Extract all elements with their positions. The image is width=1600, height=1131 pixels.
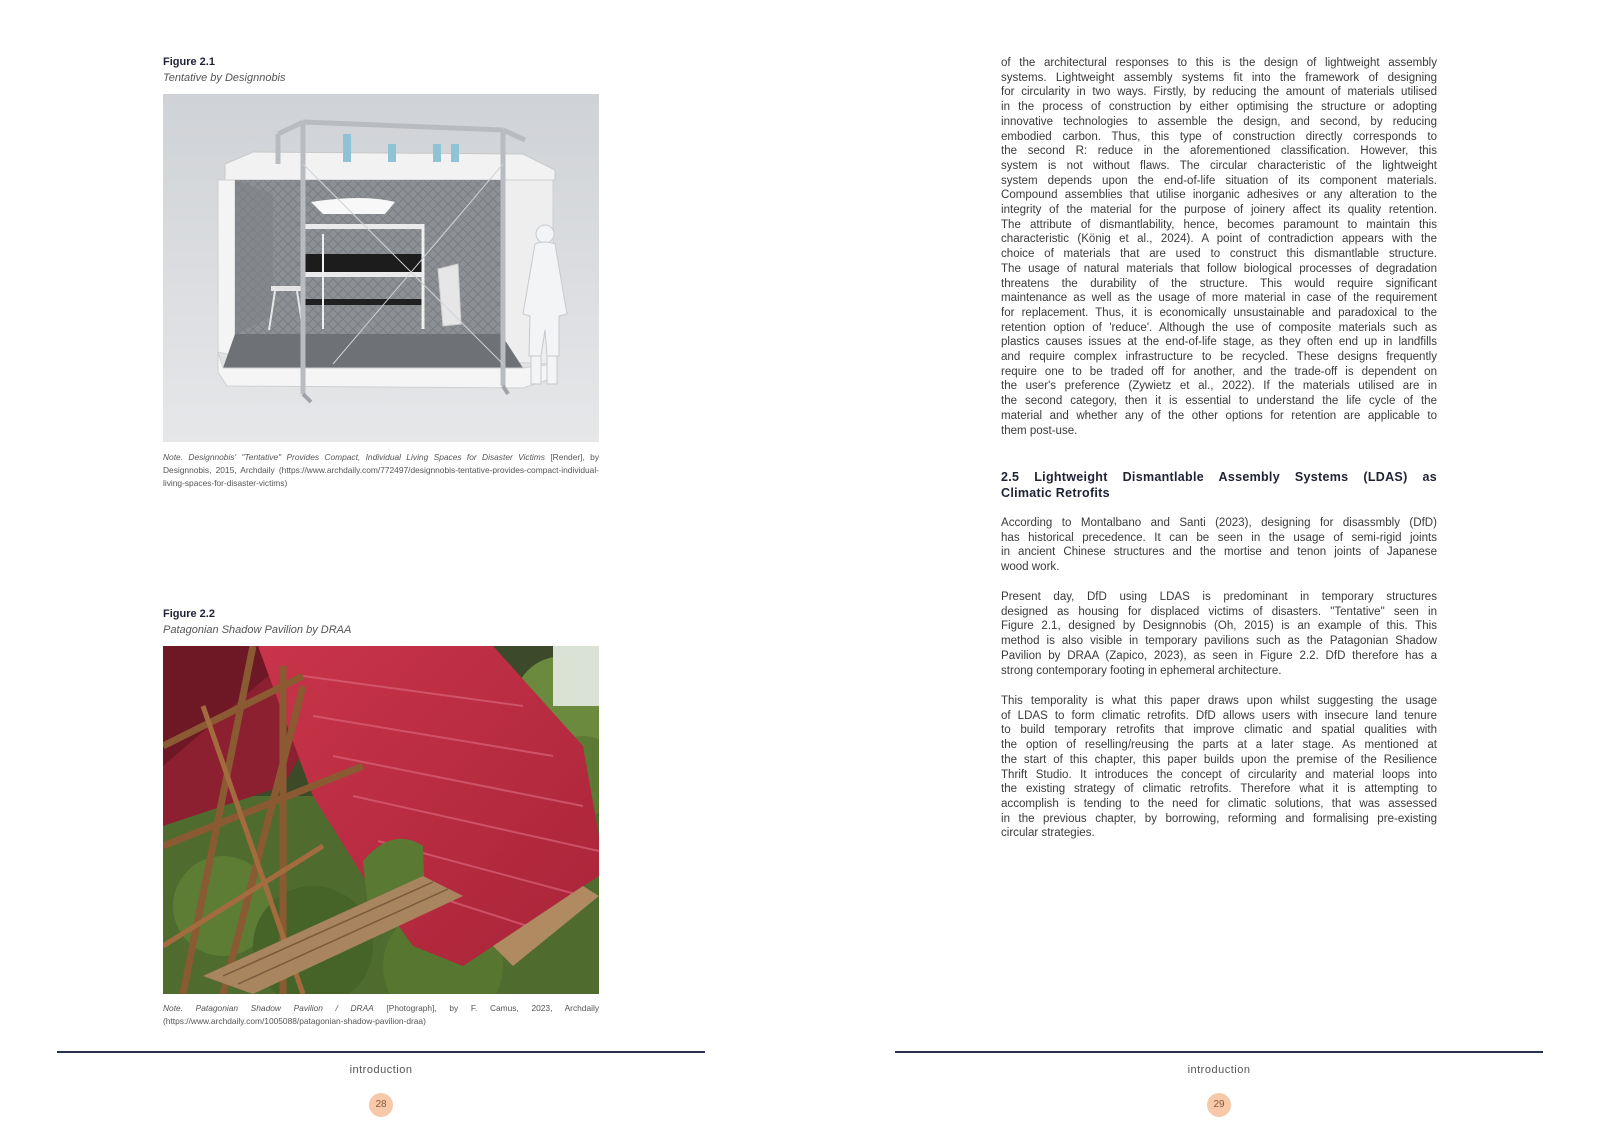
body-text-line: and require complex infrastructure to be recycled. These designs frequently: [1001, 351, 1437, 364]
body-text-line: the start of this chapter, this paper builds upon the premise of the Resilience: [1001, 753, 1437, 766]
right-footer-rule: [895, 1051, 1543, 1053]
body-paragraph-1: [1001, 56, 1437, 438]
body-text-line: innovative technologies to assemble the design, and second, by reducing: [1001, 115, 1437, 128]
figure-2-2-title: Patagonian Shadow Pavilion by DRAA: [163, 624, 352, 636]
left-footer-label: introduction: [349, 1064, 413, 1076]
figure-2-2-image: [163, 646, 599, 994]
body-text-line: Compound assemblies that utilise inorganic adhesives or any alteration to the: [1001, 189, 1437, 202]
body-text-line: them post-use.: [1001, 424, 1078, 437]
figure-2-2-note-title: Patagonian Shadow Pavilion / DRAA: [195, 1003, 374, 1013]
body-text-line: strong contemporary footing in ephemeral architecture.: [1001, 664, 1282, 677]
body-text-line: characteristic (König et al., 2024). A point of contradiction appears with the: [1001, 233, 1437, 246]
body-text-line: This temporality is what this paper draws upon whilst suggesting the usage: [1001, 695, 1437, 707]
body-text-line: system depends upon the end-of-life situation of its component materials.: [1001, 174, 1437, 187]
body-text-line: Thrift Studio. It introduces the concept of circularity and material loops into: [1001, 768, 1437, 781]
body-text-line: maintenance as well as the usage of more material in case of the requirement: [1001, 292, 1437, 305]
body-text-line: system is not without flaws. The circular characteristic of the lightweight: [1001, 159, 1437, 172]
body-text-line: require one to be traded off for another, and the trade-off is dependent on: [1001, 365, 1437, 378]
left-page-number: 28: [369, 1093, 393, 1117]
body-paragraph-3: [1001, 590, 1437, 678]
body-text-line: the second category, then it is essential to understand the life cycle of the: [1001, 395, 1437, 408]
tentative-shelter-render: [163, 94, 599, 442]
figure-2-2-note-prefix: Note.: [163, 1003, 184, 1013]
body-text-line: integrity of the material for the purpose of joinery affect its quality retention.: [1001, 204, 1437, 217]
body-text-line: designed as housing for displaced victims of disasters. "Tentative" seen in: [1001, 605, 1437, 618]
body-text-line: Pavilion by DRAA (Zapico, 2023), as seen in Figure 2.2. DfD therefore has a: [1001, 649, 1437, 662]
figure-2-1-note-source: [Render], by Designnobis, 2015, Archdaily (https://www.archdaily.com/772497/designnobis-tentative-provides-compact-individual-living-spaces-for-disaster-victims): [163, 452, 600, 488]
body-text-line: retention option of 'reduce'. Although the use of composite materials such as: [1001, 321, 1437, 334]
body-text-line: The attribute of dismantlability, hence, becomes paramount to maintain this: [1001, 218, 1437, 231]
body-text-line: the user's preference (Zywietz et al., 2022). If the materials utilised are in: [1001, 380, 1437, 393]
figure-2-2-note: [163, 1002, 599, 1028]
body-text-line: method is also visible in temporary pavilions such as the Patagonian Shadow: [1001, 635, 1437, 648]
right-footer-label: introduction: [1187, 1064, 1251, 1076]
body-text-line: circular strategies.: [1001, 827, 1095, 840]
body-paragraph-2: [1001, 516, 1437, 575]
body-text-line: for replacement. Thus, it is economically unsustainable and paradoxical to the: [1001, 306, 1437, 319]
body-text-line: wood work.: [1001, 561, 1060, 574]
figure-2-1-image: [163, 94, 599, 442]
body-text-line: threatens the durability of the structure. This would require significant: [1001, 277, 1437, 290]
body-text-line: in the process of construction by either optimising the structure or adopting: [1001, 101, 1437, 114]
body-text-line: for circularity in two ways. Firstly, by reducing the amount of materials utilised: [1001, 86, 1437, 99]
body-text-line: in the previous chapter, by borrowing, reforming and formalising pre-existing: [1001, 812, 1437, 825]
body-text-line: According to Montalbano and Santi (2023), designing for disassmbly (DfD): [1001, 517, 1437, 529]
section-heading-2-5: [1001, 469, 1437, 501]
section-heading-line-1: 2.5 Lightweight Dismantlable Assembly Systems (LDAS) as: [1001, 470, 1437, 484]
right-page-number: 29: [1207, 1093, 1231, 1117]
body-text-line: the option of reselling/reusing the parts at a later stage. As mentioned at: [1001, 739, 1437, 752]
figure-2-1-note-title: Designnobis' "Tentative" Provides Compact, Individual Living Spaces for Disaster Victims: [188, 452, 545, 462]
body-text-line: the existing strategy of climatic retrofits. Therefore what it is attempting to: [1001, 783, 1437, 796]
body-text-line: the second R: reduce in the aforementioned classification. However, this: [1001, 145, 1437, 158]
body-text-line: Present day, DfD using LDAS is predominant in temporary structures: [1001, 591, 1437, 603]
body-text-line: systems. Lightweight assembly systems fit into the framework of designing: [1001, 71, 1437, 84]
body-text-line: to build temporary retrofits that improve climatic and spatial qualities with: [1001, 724, 1437, 737]
body-paragraph-4: [1001, 694, 1437, 841]
section-heading-line-2: Climatic Retrofits: [1001, 486, 1110, 500]
left-footer-rule: [57, 1051, 705, 1053]
figure-2-1-title: Tentative by Designnobis: [163, 72, 286, 84]
patagonian-shadow-pavilion-photo: [163, 646, 599, 994]
body-text-line: embodied carbon. Thus, this type of construction directly corresponds to: [1001, 130, 1437, 143]
body-text-line: of LDAS to form climatic retrofits. DfD allows users with insecure land tenure: [1001, 709, 1437, 722]
body-text-line: of the architectural responses to this is the design of lightweight assembly: [1001, 57, 1437, 69]
figure-2-1-label: Figure 2.1: [163, 56, 215, 68]
body-text-line: accomplish is tending to the need for climatic solutions, that was assessed: [1001, 797, 1437, 810]
figure-2-2-note-source: [Photograph], by F. Camus, 2023, Archdaily (https://www.archdaily.com/1005088/patagonian-shadow-pavilion-draa): [163, 1003, 600, 1026]
figure-2-1-note: [163, 451, 599, 490]
figure-2-1-note-prefix: Note.: [163, 452, 184, 462]
body-text-line: The usage of natural materials that follow biological processes of degradation: [1001, 262, 1437, 275]
body-text-line: material and whether any of the other options for retention are applicable to: [1001, 409, 1437, 422]
body-text-line: choice of materials that are used to construct this dismantlable structure.: [1001, 248, 1437, 261]
body-text-line: plastics causes issues at the end-of-life stage, as they often end up in landfills: [1001, 336, 1437, 349]
body-text-line: in ancient Chinese structures and the mortise and tenon joints of Japanese: [1001, 546, 1437, 559]
body-text-line: has historical precedence. It can be seen in the usage of semi-rigid joints: [1001, 531, 1437, 544]
body-text-line: Figure 2.1, designed by Designnobis (Oh, 2015) is an example of this. This: [1001, 620, 1437, 633]
figure-2-2-label: Figure 2.2: [163, 608, 215, 620]
